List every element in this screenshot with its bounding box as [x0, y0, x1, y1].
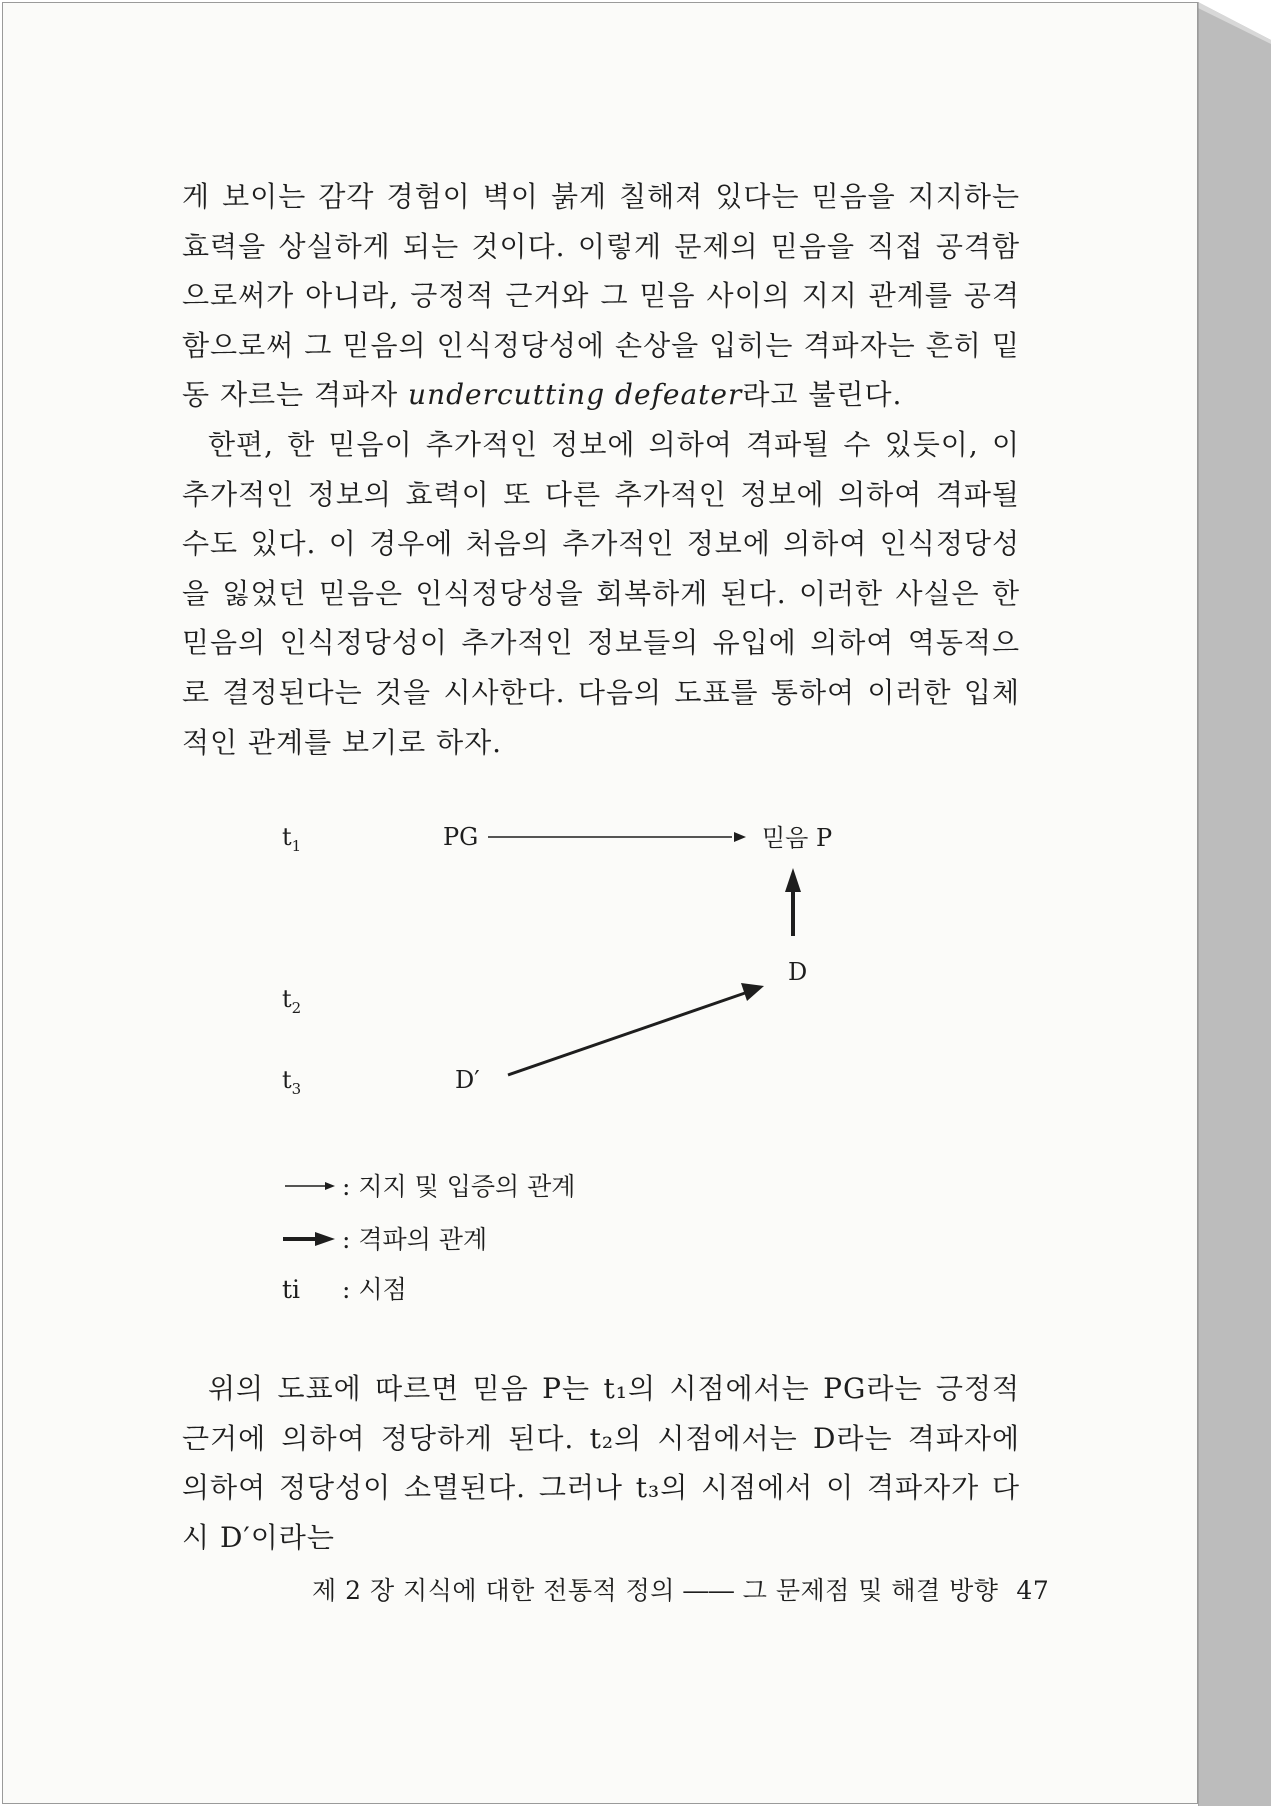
page-number: 47 [1016, 1576, 1050, 1605]
time-t2-label: $t_2$ [282, 985, 302, 1017]
running-footer [312, 1576, 1049, 1606]
node-belief-p: 믿음 P [762, 824, 833, 852]
node-pg: PG [443, 823, 479, 851]
legend-support: : 지지 및 입증의 관계 [342, 1172, 576, 1201]
node-d-prime: D′ [455, 1066, 480, 1094]
book-spine [1198, 0, 1271, 1806]
legend-ti-symbol: ti [282, 1275, 301, 1304]
time-t1-label: $t_1$ [282, 823, 302, 855]
legend-time: ti : 시점 [282, 1275, 407, 1304]
body-text-top [182, 172, 1020, 767]
legend-defeat: : 격파의 관계 [342, 1225, 488, 1254]
body-text-bottom [182, 1364, 1020, 1562]
chapter-title: 제 2 장 지식에 대한 전통적 정의 ―― 그 문제점 및 해결 방향 [312, 1576, 999, 1605]
paragraph-2: 한편, 한 믿음이 추가적인 정보에 의하여 격파될 수 있듯이, 이 추가적인 정보의 효력이 또 다른 추가적인 정보에 의하여 격파될 수도 있다. 이 경우에 처음의 추가적인 정보에 의하여 인식정당성을 잃었던 믿음은 인식정당성을 회복하게 된다. 이러한 사실은 한 믿음의 인식정당성이 추가적인 정보들의 유입에 의하여 역동적으로 결정된다는 것을 시사한다. 다음의 도표를 통하여 이러한 입체적인 관계를 보기로 하자. [182, 427, 1020, 759]
paragraph-3: 위의 도표에 따르면 믿음 P는 t₁의 시점에서는 PG라는 긍정적 근거에 의하여 정당하게 된다. t₂의 시점에서는 D라는 격파자에 의하여 정당성이 소멸된다. 그러나 t₃의 시점에서 이 격파자가 다시 D′이라는 [182, 1372, 1020, 1554]
term-undercutting-defeater: undercutting defeater [408, 378, 743, 412]
time-t3-label: $t_3$ [282, 1066, 302, 1098]
paragraph-1: 게 보이는 감각 경험이 벽이 붉게 칠해져 있다는 믿음을 지지하는 효력을 상실하게 되는 것이다. 이렇게 문제의 믿음을 직접 공격함으로써가 아니라, 긍정적 근거와 그 믿음 사이의 지지 관계를 공격함으로써 그 믿음의 인식정당성에 손상을 입히는 격파자는 흔히 밑동 자르는 격파자 undercutting defeater라고 불린다. [182, 180, 1020, 412]
node-d: D [788, 958, 808, 986]
